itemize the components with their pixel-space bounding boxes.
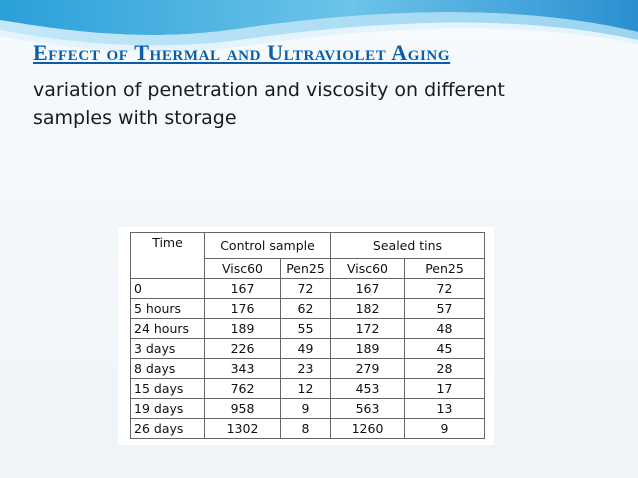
value-cell: 762 <box>205 379 281 399</box>
time-cell: 3 days <box>131 339 205 359</box>
value-cell: 49 <box>281 339 331 359</box>
value-cell: 8 <box>281 419 331 439</box>
value-cell: 189 <box>331 339 405 359</box>
value-cell: 17 <box>405 379 485 399</box>
value-cell: 189 <box>205 319 281 339</box>
value-cell: 62 <box>281 299 331 319</box>
value-cell: 72 <box>281 279 331 299</box>
slide-subtitle: variation of penetration and viscosity on different samples with storage <box>33 79 505 129</box>
value-cell: 182 <box>331 299 405 319</box>
table-row <box>131 299 485 319</box>
table-row <box>131 359 485 379</box>
column-header: Pen25 <box>281 259 331 279</box>
value-cell: 226 <box>205 339 281 359</box>
table-row <box>131 419 485 439</box>
table-row <box>131 279 485 299</box>
table-header-row <box>131 233 485 259</box>
value-cell: 57 <box>405 299 485 319</box>
control-sample-header: Control sample <box>205 233 331 259</box>
value-cell: 9 <box>281 399 331 419</box>
value-cell: 12 <box>281 379 331 399</box>
value-cell: 72 <box>405 279 485 299</box>
value-cell: 13 <box>405 399 485 419</box>
column-header: Pen25 <box>405 259 485 279</box>
slide-title: Effect of Thermal and Ultraviolet Aging <box>33 40 451 65</box>
value-cell: 958 <box>205 399 281 419</box>
time-cell: 8 days <box>131 359 205 379</box>
value-cell: 1260 <box>331 419 405 439</box>
table-row <box>131 379 485 399</box>
value-cell: 23 <box>281 359 331 379</box>
time-cell: 15 days <box>131 379 205 399</box>
table-row <box>131 319 485 339</box>
value-cell: 167 <box>205 279 281 299</box>
time-cell: 5 hours <box>131 299 205 319</box>
value-cell: 343 <box>205 359 281 379</box>
time-header: Time <box>131 233 205 279</box>
data-table-image <box>118 227 494 445</box>
value-cell: 45 <box>405 339 485 359</box>
time-cell: 24 hours <box>131 319 205 339</box>
value-cell: 1302 <box>205 419 281 439</box>
value-cell: 176 <box>205 299 281 319</box>
time-cell: 26 days <box>131 419 205 439</box>
value-cell: 9 <box>405 419 485 439</box>
column-header: Visc60 <box>331 259 405 279</box>
value-cell: 453 <box>331 379 405 399</box>
column-header: Visc60 <box>205 259 281 279</box>
value-cell: 55 <box>281 319 331 339</box>
value-cell: 563 <box>331 399 405 419</box>
value-cell: 48 <box>405 319 485 339</box>
value-cell: 28 <box>405 359 485 379</box>
table-row <box>131 399 485 419</box>
value-cell: 167 <box>331 279 405 299</box>
value-cell: 279 <box>331 359 405 379</box>
time-cell: 0 <box>131 279 205 299</box>
sealed-tins-header: Sealed tins <box>331 233 485 259</box>
value-cell: 172 <box>331 319 405 339</box>
aging-table <box>130 232 485 439</box>
table-row <box>131 339 485 359</box>
time-cell: 19 days <box>131 399 205 419</box>
